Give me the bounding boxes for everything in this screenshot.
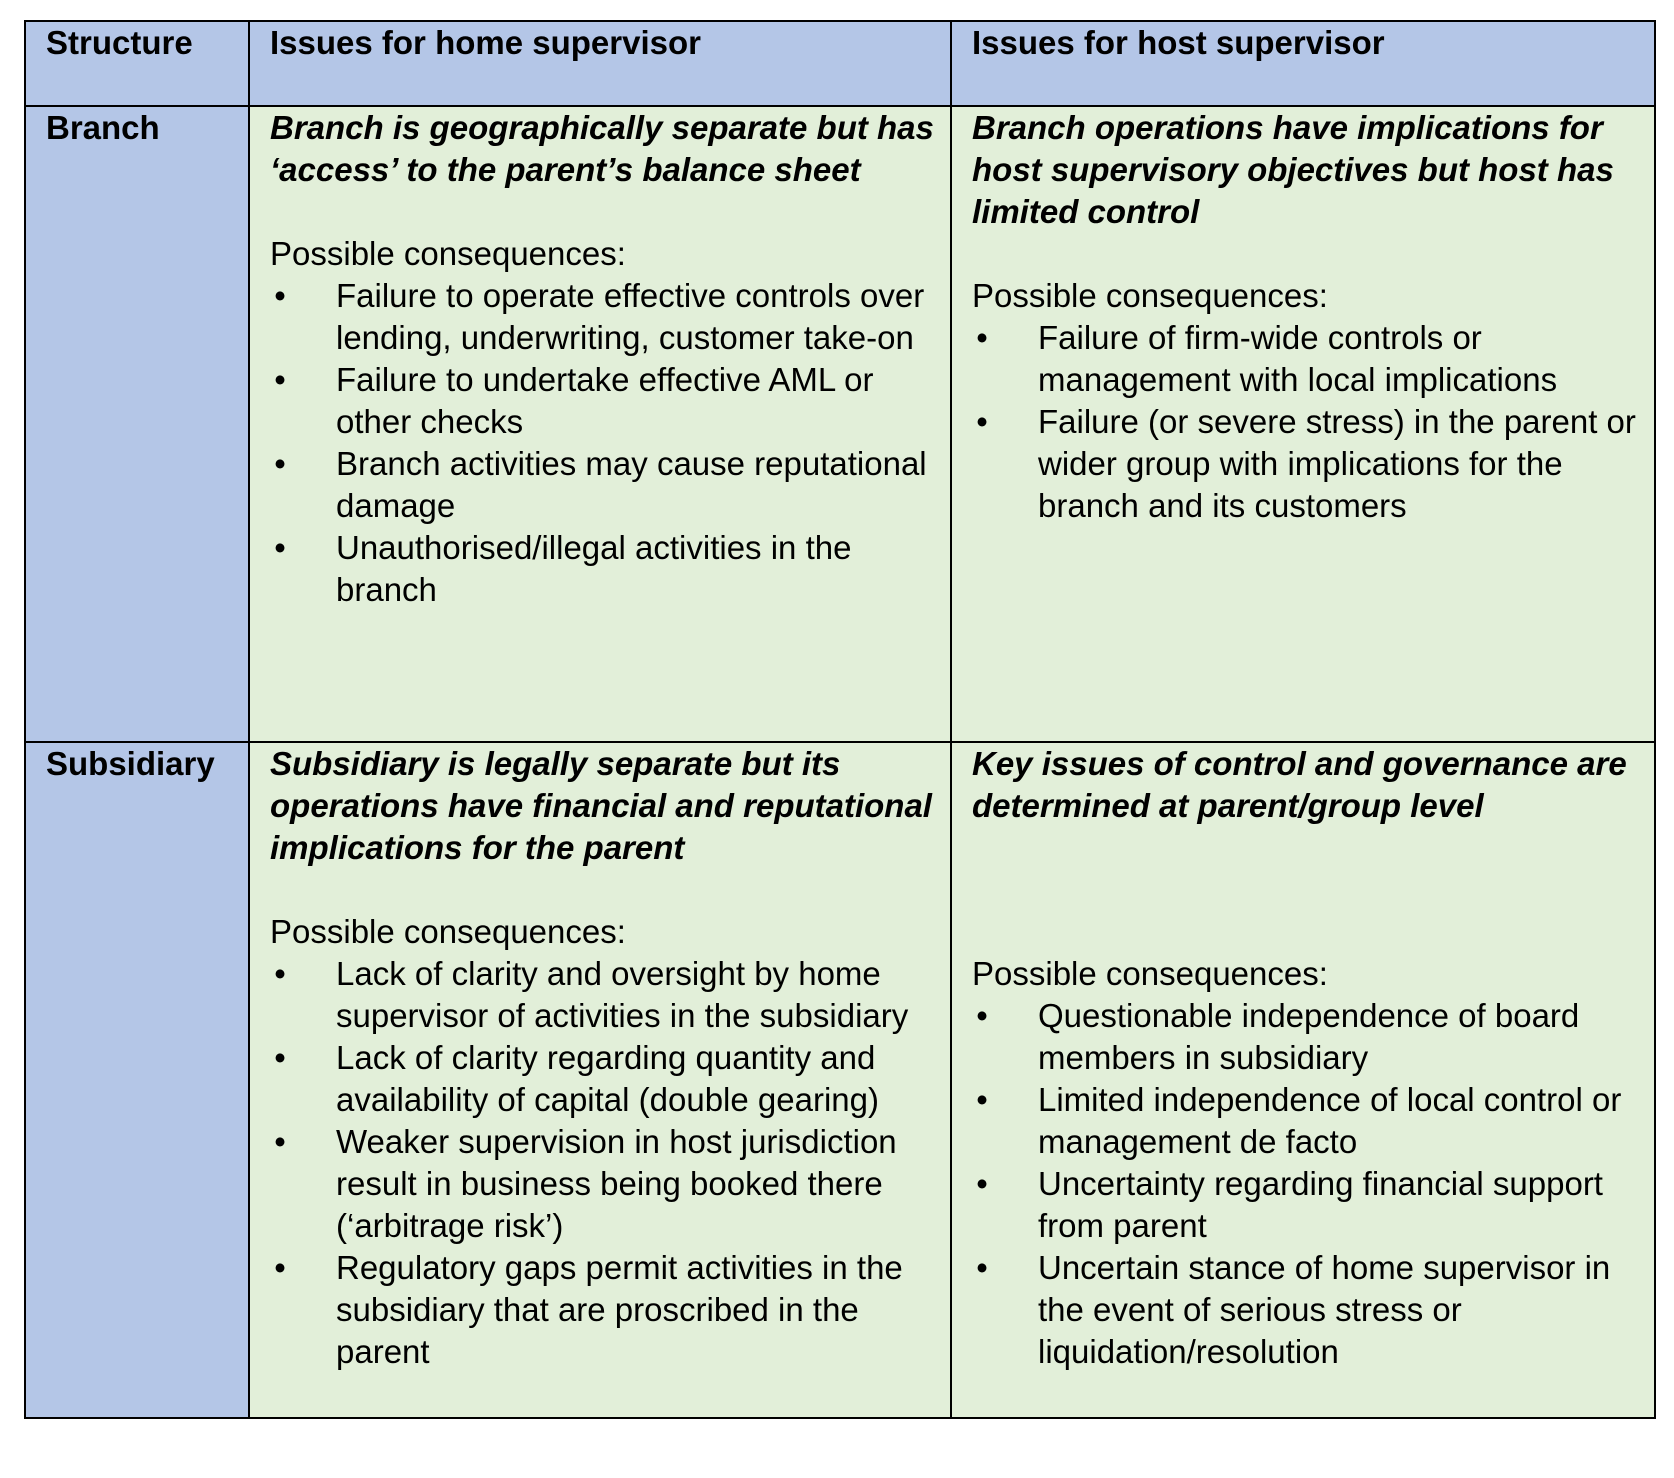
subsidiary-home-cell: [249, 742, 951, 1418]
bullet-icon: •: [976, 319, 988, 356]
list-item: • Weaker supervision in host jurisdiction result in business being booked there (‘arbitrage risk’): [270, 1121, 950, 1247]
subsidiary-host-list: [972, 995, 1654, 1373]
subsidiary-home-consequences-label: Possible consequences:: [270, 913, 626, 950]
table-row-branch: [25, 106, 1655, 742]
row-label-branch: Branch: [46, 109, 160, 146]
branch-home-cell: [249, 106, 951, 742]
bullet-icon: •: [976, 1165, 988, 1202]
bullet-icon: •: [274, 1249, 286, 1286]
branch-host-consequences-label: Possible consequences:: [972, 277, 1328, 314]
list-item: • Uncertain stance of home supervisor in the event of serious stress or liquidation/resolution: [972, 1247, 1654, 1373]
header-structure-cell: [25, 21, 249, 106]
header-row: [25, 21, 1655, 106]
list-item: • Questionable independence of board members in subsidiary: [972, 995, 1654, 1079]
bullet-icon: •: [274, 1123, 286, 1160]
bullet-icon: •: [976, 403, 988, 440]
row-label-subsidiary: Subsidiary: [46, 745, 215, 782]
branch-host-cell: [951, 106, 1655, 742]
branch-host-lead: Branch operations have implications for host supervisory objectives but host has limited control: [972, 109, 1614, 230]
list-item: • Failure of firm-wide controls or management with local implications: [972, 317, 1654, 401]
list-item: • Limited independence of local control or management de facto: [972, 1079, 1654, 1163]
subsidiary-host-consequences-label: Possible consequences:: [972, 955, 1328, 992]
bullet-icon: •: [274, 1039, 286, 1076]
list-item: • Branch activities may cause reputational damage: [270, 443, 950, 527]
list-item: • Uncertainty regarding financial support from parent: [972, 1163, 1654, 1247]
subsidiary-home-list: [270, 953, 950, 1373]
branch-home-lead: Branch is geographically separate but has ‘access’ to the parent’s balance sheet: [270, 109, 934, 188]
bullet-icon: •: [274, 277, 286, 314]
list-item: • Failure (or severe stress) in the parent or wider group with implications for the branch and its customers: [972, 401, 1654, 527]
bullet-icon: •: [976, 1081, 988, 1118]
branch-home-list: [270, 275, 950, 611]
header-home-cell: [249, 21, 951, 106]
bullet-icon: •: [976, 997, 988, 1034]
header-host-cell: [951, 21, 1655, 106]
list-item: • Regulatory gaps permit activities in the subsidiary that are proscribed in the parent: [270, 1247, 950, 1373]
supervision-issues-table: [24, 20, 1656, 1419]
list-item: • Failure to undertake effective AML or other checks: [270, 359, 950, 443]
row-label-cell: [25, 106, 249, 742]
list-item: • Unauthorised/illegal activities in the branch: [270, 527, 950, 611]
subsidiary-host-lead: Key issues of control and governance are determined at parent/group level: [972, 745, 1627, 824]
header-home: Issues for home supervisor: [270, 24, 701, 61]
bullet-icon: •: [274, 361, 286, 398]
header-host: Issues for host supervisor: [972, 24, 1385, 61]
table-row-subsidiary: [25, 742, 1655, 1418]
bullet-icon: •: [274, 445, 286, 482]
header-structure: Structure: [46, 24, 193, 61]
bullet-icon: •: [274, 955, 286, 992]
branch-home-consequences-label: Possible consequences:: [270, 235, 626, 272]
list-item: • Failure to operate effective controls over lending, underwriting, customer take-on: [270, 275, 950, 359]
bullet-icon: •: [274, 529, 286, 566]
subsidiary-host-cell: [951, 742, 1655, 1418]
subsidiary-home-lead: Subsidiary is legally separate but its operations have financial and reputational implications for the parent: [270, 745, 932, 866]
branch-host-list: [972, 317, 1654, 527]
list-item: • Lack of clarity and oversight by home supervisor of activities in the subsidiary: [270, 953, 950, 1037]
list-item: • Lack of clarity regarding quantity and availability of capital (double gearing): [270, 1037, 950, 1121]
row-label-cell: [25, 742, 249, 1418]
bullet-icon: •: [976, 1249, 988, 1286]
